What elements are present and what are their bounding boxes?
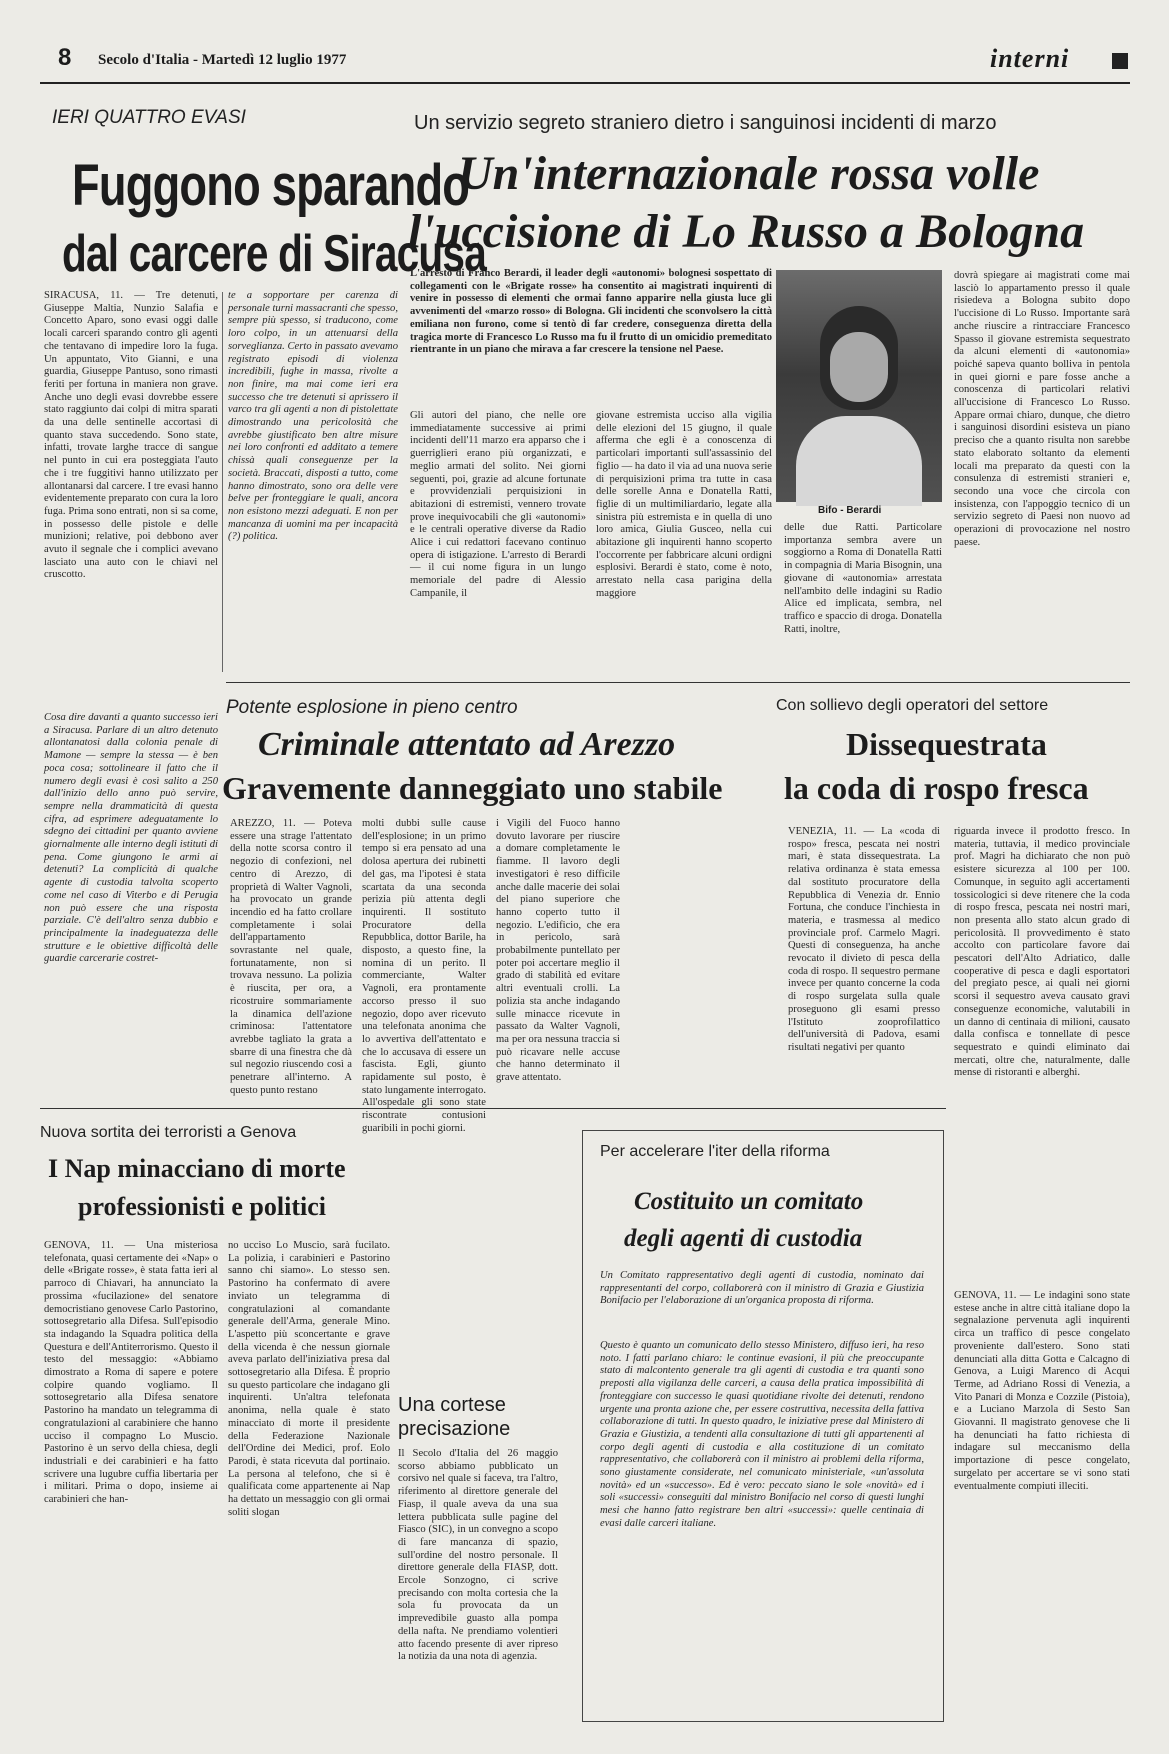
bologna-kicker: Un servizio segreto straniero dietro i sanguinosi incidenti di marzo xyxy=(414,112,997,134)
bologna-lead: L'arresto di Franco Berardi, il leader degli «autonomi» bolognesi sospettato di collegamenti con le «Brigate rosse» ha consentito ai magistrati inquirenti di venire in possesso di elementi che ormai fanno apparire nella giusta luce gli avvenimenti del «marzo rosso» di Bologna. Gli incidenti che sconvolsero la città emiliana non furono, come si tentò di far credere, conseguenza diretta della tragica morte di Francesco Lo Russo ma fu il frutto di un omicidio premeditato rientrante in un piano che mirava a far crescere la tensione nel Paese. xyxy=(410,268,772,356)
precisazione-column: Il Secolo d'Italia del 26 maggio scorso abbiamo pubblicato un corsivo nel quale si faceva, tra l'altro, riferimento al direttore generale del Fiasp, il quale aveva da una sua lettera pubblicata sulle pagine del Fiasco (SIC), in un convegno a scopo di fare mancanza di spazio, sull'ordine del nostro personale. Il direttore generale della FIASP, dott. Ercole Sonzogno, ci scrive precisando con molta cortesia che la sola fu provocata da un imprevedibile guasto alla pompa della nafta. Ne prendiamo volentieri atto facendo presente di aver ripreso la notizia da una nota di agenzia. xyxy=(398,1448,558,1663)
siracusa-kicker: IERI QUATTRO EVASI xyxy=(52,107,246,128)
section-logo-icon xyxy=(1112,53,1128,69)
siracusa-column-1b: Cosa dire davanti a quanto successo ieri a Siracusa. Parlare di un altro detenuto allontanatosi dalla colonia penale di Mamone — sempre la stessa — è ben poca cosa; sottolineare il fatto che il numero degli evasi è così salito a 250 dall'inizio dello anno può servire, sempre nella drammaticità di questa cifra, ad esprimere adeguatamente lo sdegno dei cittadini per quanto avviene giornalmente alle interno degli istituti di pena. Come giungono le armi ai detenuti? La complicità di qualche agente di custodia talvolta scoperto come nel caso di Viterbo e di Perugia non può essere che una risposta parziale. C'è dell'altro senza dubbio e principalmente la inadeguatezza delle strutture e le obiettive difficoltà delle guardie carcerarie costret- xyxy=(44,712,218,965)
arezzo-column-3: i Vigili del Fuoco hanno dovuto lavorare per riuscire a domare completamente le fiamme. Il lavoro degli investigatori è reso difficile anche dalle macerie dei solai del piano superiore che hanno coperto tutto il negozio. L'edificio, che era in pericolo, sarà probabilmente puntellato per poter poi accertare meglio il grado di stabilità ed evitare altri eventuali crolli. La polizia sta anche indagando sulle minacce ricevute in passato da Walter Vagnoli, ma per ora nessuna traccia si può ricavare nelle accuse che hanno determinato il grave attentato. xyxy=(496,818,620,1084)
arezzo-title-line1: Criminale attentato ad Arezzo xyxy=(258,726,676,763)
bologna-title-line1: Un'internazionale rossa volle xyxy=(458,147,1040,200)
masthead-rule xyxy=(40,82,1130,84)
custodia-kicker: Per accelerare l'iter della riforma xyxy=(600,1143,830,1160)
venezia-kicker: Con sollievo degli operatori del settore xyxy=(776,697,1049,714)
venezia-genova-column: GENOVA, 11. — Le indagini sono state estese anche in altre città italiane dopo la segnalazione pervenuta agli inquirenti circa un traffico di pesce congelato proveniente dall'estero. Sono stati denunciati alla ditta Gotta e Calcagno di Genova, a Luigi Marenco di Acqui Terme, ad Adriano Rossi di Venezia, a Vito Panari di Monza e Cozzile (Pistoia), e a Luciano Marzola di Sesto San Giovanni. Il magistrato genovese che li ha denunciati ha fatto richiesta di indagare sul meccanismo della importazione di pesce congelato, surgelato per accertare se vi sono stati eventualmente compiuti illeciti. xyxy=(954,1290,1130,1492)
siracusa-title-line1: Fuggono sparando xyxy=(72,153,470,218)
custodia-intro: Un Comitato rappresentativo degli agenti di custodia, nominato dai rappresentanti del corpo, collaborerà con il ministro di Grazia e Giustizia Bonifacio per l'elaborazione di un'organica proposta di riforma. xyxy=(600,1270,924,1307)
page-number: 8 xyxy=(58,44,72,71)
berardi-photo-caption: Bifo - Berardi xyxy=(818,505,882,516)
bologna-column-3: delle due Ratti. Particolare importanza sembra avere un soggiorno a Roma di Donatella Ratti in compagnia di Maria Bisognin, una giovane di «autonomia» arrestata nell'ambito delle indagini su Radio Alice ed implicata, sembra, nel traffico e spaccio di droga. Donatella Ratti, inoltre, xyxy=(784,522,942,635)
middle-section-rule xyxy=(40,1108,946,1109)
venezia-column-2: riguarda invece il prodotto fresco. In materia, tuttavia, il medico provinciale prof. Magri ha dichiarato che non può esistere sicurezza al 100 per 100. Comunque, in seguito agli accertamenti tossicologici si deve ritenere che la coda di rospo fresca, pescata nei nostri mari, non presenta allo stato alcun grado di pericolosità. Il provvedimento è stato accolto con particolare favore dai pescatori dell'Alto Adriatico, dalle cooperative di pesca e dagli esportatori del pregiato pesce, ai quali nei giorni scorsi il sequestro aveva causato gravi conseguenze economiche, valutabili in un danno di centinaia di milioni, causato dalla confisca e tonnellate di pesce sequestrato e quindi eliminato dai mercati, oltre che, naturalmente, dalle mense di ristoranti e alberghi. xyxy=(954,826,1130,1079)
top-section-rule xyxy=(226,682,1130,683)
section-label: interni xyxy=(990,44,1070,73)
bologna-title-line2: l'uccisione di Lo Russo a Bologna xyxy=(408,205,1085,258)
custodia-title-line1: Costituito un comitato xyxy=(634,1188,864,1215)
siracusa-title-line2: dal carcere di Siracusa xyxy=(62,225,486,283)
arezzo-column-2: molti dubbi sulle cause dell'esplosione; in un primo tempo si era pensato ad una dolosa apertura dei rubinetti del gas, ma l'ipotesi è stata scartata da una seconda perizia più attenta degli inquirenti. Il sostituto Procuratore della Repubblica, dottor Barile, ha disposto, a questo fine, la nomina di un perito. Il commerciante, Walter Vagnoli, era prontamente accorso presso il suo negozio, dopo aver ricevuto una telefonata anonima che lo avvertiva dell'attentato e che lo accusava di essere un fascista. Egli, giunto rapidamente sul posto, è stato lungamente interrogato. All'ospedale gli sono state riscontrate contusioni guaribili in pochi giorni. xyxy=(362,818,486,1134)
bologna-column-1: Gli autori del piano, che nelle ore immediatamente successive ai primi incidenti dell'11 marzo era apparso che i guerriglieri erano più organizzati, e meglio armati del solito. Nei giorni seguenti, poi, grazie ad alcune fortunate e provvidenziali perquisizioni in abitazioni di estremisti, vennero trovate prove inequivocabili che gli «autonomi» e le centrali operative diverse da Radio Alice i cui redattori facevano continuo opera di istigazione. L'arresto di Berardi — il cui nome figura in un lungo memoriale del padre di Alessio Campanile, il xyxy=(410,410,586,599)
arezzo-column-1: AREZZO, 11. — Poteva essere una strage l'attentato della notte scorsa contro il negozio di confezioni, nel centro di Arezzo, di proprietà di Walter Vagnoli, ha provocato un grande incendio ed ha fatto crollare completamente i solai dell'appartamento sovrastante nel quale, fortunatamente, non si trovava nessuno. La polizia è riuscita, per ora, a ricostruire sommariamente la dinamica dell'azione criminosa: l'attentatore avrebbe tagliato la grata a sbarre di una finestra che dà sul negozio riuscendo così a penetrare all'interno. A questo punto restano xyxy=(230,818,352,1096)
venezia-column-1: VENEZIA, 11. — La «coda di rospo» fresca, pescata nei nostri mari, è stata dissequestrata. La relativa ordinanza è stata emessa dal sostituto procuratore della Repubblica di Venezia dr. Ennio Fortuna, che conduce l'inchiesta in materia, e trasmessa al medico provinciale prof. Carmelo Magri. Questi di conseguenza, ha anche revocato il divieto di pesca della coda di rospo. Il sequestro permane invece per quanto concerne la coda di rospo surgelata sulla quale proseguono gli esami presso l'Istituto zooprofilattico dell'università di Padova, esami risultati negativi per quanto xyxy=(788,826,940,1053)
paper-date: Secolo d'Italia - Martedì 12 luglio 1977 xyxy=(98,52,347,68)
genova-nap-title-line2: professionisti e politici xyxy=(78,1192,326,1221)
genova-nap-column-1: GENOVA, 11. — Una misteriosa telefonata, quasi certamente dei «Nap» o delle «Brigate rosse», è stata fatta ieri al parroco di Chiavari, ha annunciato la prossima «fucilazione» del senatore democristiano genovese Carlo Pastorino, sottosegretario alla Difesa. Sull'episodio sta indagando la Squadra politica della Questura e dell'Antiterrorismo. Questo il testo del messaggio: «Abbiamo dimostrato a Roma di sapere e potere colpire quando vogliamo. Il sottosegretario alla Difesa senatore Pastorino ha mandato un telegramma di congratulazioni al carabiniere che hanno ucciso il compagno Lo Muscio. Pastorino è un servo della chiesa, degli industriali e dei carabinieri e ha fatto scrivere una lugubre cuffia libertaria per i militari. Prima o dopo, insieme ai carabinieri che han- xyxy=(44,1240,218,1506)
venezia-title-line1: Dissequestrata xyxy=(846,726,1047,762)
bologna-column-2: giovane estremista ucciso alla vigilia delle elezioni del 15 giugno, il quale afferma che egli è a conoscenza di particolari importanti sull'assassinio del figlio — ha dato il via ad una nuova serie di perquisizioni prima tra tutte in casa delle sorelle Anna e Donatella Ratti, figlie di un multimiliardario, legate alla sinistra più estremista e in quella di uno loro amica, Giulia Gusceo, nella cui abitazione gli inquirenti hanno scoperto l'occorrente per fabbricare alcuni ordigni esplosivi. Berardi è stato, come è noto, arrestato nella casa parigina della maggiore xyxy=(596,410,772,599)
precisazione-title-line1: Una cortese xyxy=(398,1394,506,1416)
custodia-column: Questo è quanto un comunicato dello stesso Ministero, diffuso ieri, ha reso noto. I fatti parlano chiaro: le continue evasioni, il più che preoccupante stato di malcontento generale tra gli agenti di custodia e tra quanti sono preposti alla vigilanza delle carceri, a causa della pratica impossibilità di fronteggiare con successo le quasi quotidiane rivolte dei detenuti, rendono urgente una pronta azione che, per essere costruttiva, necessita della fattiva collaborazione di tutti. In questo quadro, le iniziative prese dal Ministero di Grazia e Giustizia, a tendenti alla consultazione di tutti gli appartenenti al corpo degli agenti di custodia e alla costituzione di un comitato rappresentativo, che collaborerà con il ministro ai problemi della riforma, sono giustamente considerate, nel comunicato ministeriale, «un'assoluta novità» ed un «successo». Ed è vero: peccato siano le sole «novità» ed i soli «successi» conseguiti dal ministro Bonifacio nel corso di questi lunghi mesi che hanno fatto registrare ben altri «successi»: quelle centinaia di evasi dalle carceri italiane. xyxy=(600,1340,924,1529)
genova-nap-kicker: Nuova sortita dei terroristi a Genova xyxy=(40,1124,297,1141)
bologna-column-4: dovrà spiegare ai magistrati come mai lasciò lo appartamento presso il quale risiedeva a Bologna subito dopo l'uccisione di Lo Russo. Importante sarà anche riuscire a rintracciare Francesco Spasso il giovane estremista sequestrato da alcuni elementi di «autonomia» poiché sapeva quanto bolliva in pentola in quei giorni e pare fosse anche a conoscenza di particolari relativi all'uccisione di Francesco Lo Russo. Appare ormai chiaro, dunque, che dietro i sanguinosi disordini esisteva un piano preciso che a quanto risulta non sarebbe stato elaborato soltanto da elementi locali ma preparato da questi con la consulenza di estremisti stranieri e, secondo una voce che circola con insistenza, con l'appoggio tecnico di un servizio segreto di Paesi non nuovo ad operazioni di provocazione nel nostro paese. xyxy=(954,270,1130,548)
custodia-title-line2: degli agenti di custodia xyxy=(624,1225,863,1252)
genova-nap-column-2: no ucciso Lo Muscio, sarà fucilato. La polizia, i carabinieri e Pastorino sanno chi siamo». Lo stesso sen. Pastorino ha confermato di avere inviato un telegramma di congratulazioni al comandante generale dell'Arma, generale Mino. L'aspetto più sconcertante e grave della vicenda è che nessun giornale aveva parlato dell'iniziativa presa dal sottosegretario alla Difesa. È proprio su questo particolare che indagano gli inquirenti. Un'altra telefonata anonima, nella quale è stato minacciato di morte il presidente della Federazione Nazionale dell'Ordine dei Medici, prof. Eolo Parodi, è stata ricevuta dal portinaio. La persona al telefono, che si è qualificata come appartenente ai Nap ha dettato un messaggio con gli ormai soliti slogan xyxy=(228,1240,390,1518)
siracusa-column-1: SIRACUSA, 11. — Tre detenuti, Giuseppe Maltia, Nunzio Salafia e Concetto Aparo, sono evasi oggi dalle locali carceri sparando contro gli agenti che tentavano di impedire loro la fuga. Un appuntato, Vito Gianni, e una guardia, Giuseppe Pantuso, sono rimasti feriti per fortuna in maniera non grave. Anche uno degli evasi dovrebbe essere stato raggiunto dai colpi di mitra sparati da una delle sentinelle accortasi di quanto stava succedendo. Sono state, infatti, trovate larghe tracce di sangue nel punto in cui era posteggiata l'auto che i tre fuggitivi hanno utilizzato per allontanarsi dal carcere. I tre evasi hanno evidentemente preparato con cura la loro fuga. Prima sono entrati, non si sa come, in possesso delle pistole e delle munizioni; relative, poi debbono aver avuto il segnale che i complici avevano lasciato una auto con le chiavi nel cruscotto. xyxy=(44,290,218,581)
berardi-photo xyxy=(776,270,942,502)
arezzo-title-line2: Gravemente danneggiato uno stabile xyxy=(222,770,723,806)
venezia-title-line2: la coda di rospo fresca xyxy=(784,770,1089,806)
genova-nap-title-line1: I Nap minacciano di morte xyxy=(48,1154,346,1183)
siracusa-column-2: te a sopportare per carenza di personale turni massacranti che spesso, sempre più spesso, si traducono, come loro colpo, in un attenuarsi della sorveglianza. Certo in passato avevamo registrato episodi di violenza incredibili, fughe in massa, rivolte a non finire, ma mai come ieri era successo che tre detenuti si aprissero il varco tra gli agenti a non di pistolettate dimostrando una pericolosità che avrebbe giustificato ben altre misure nei loro confronti ed additato a temere chissà quali conseguenze per la società. Braccati, disposti a tutto, come hanno dimostrato, sono ora delle vere belve per fronteggiare le quali, ancora non esistono mezzi adeguati. E non per mancanza di uomini ma per incapacità (?) politica. xyxy=(228,290,398,543)
siracusa-column-divider xyxy=(222,292,223,672)
arezzo-kicker: Potente esplosione in pieno centro xyxy=(226,697,518,718)
precisazione-title-line2: precisazione xyxy=(398,1418,511,1440)
